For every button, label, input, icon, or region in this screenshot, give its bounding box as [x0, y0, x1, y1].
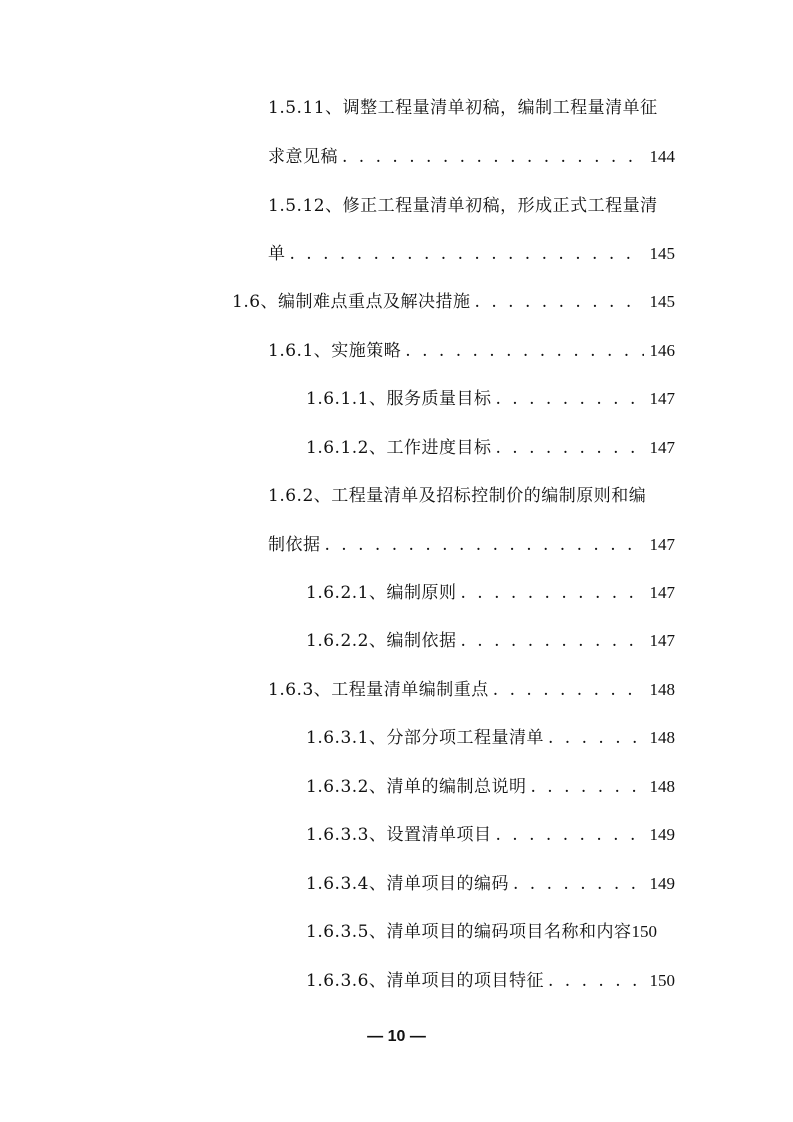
- toc-page-number: 147: [649, 438, 675, 457]
- toc-entry-1-6-3-3[interactable]: [306, 820, 675, 850]
- toc-page-number: 149: [649, 825, 675, 844]
- toc-entry-text: 1.5.12、修正工程量清单初稿，形成正式工程量清: [268, 196, 658, 216]
- toc-page-number: 148: [649, 777, 675, 796]
- toc-dot-leader: [513, 869, 644, 899]
- toc-page-number: 148: [649, 680, 675, 699]
- toc-entry-1-6-1[interactable]: [268, 336, 675, 366]
- toc-dot-leader: [325, 530, 644, 560]
- toc-entry-text: 1.5.11、调整工程量清单初稿，编制工程量清单征: [268, 98, 658, 118]
- toc-page-number: 147: [649, 389, 675, 408]
- toc-entry-text: 单: [268, 244, 286, 264]
- toc-entry-text: 1.6.2.2、编制依据: [306, 631, 457, 651]
- toc-dot-leader: [530, 772, 643, 802]
- toc-dot-leader: [495, 820, 643, 850]
- toc-page-number: 150: [649, 971, 675, 990]
- toc-entry-text: 1.6.2.1、编制原则: [306, 583, 457, 603]
- toc-entry-text: 1.6.1.2、工作进度目标: [306, 438, 492, 458]
- toc-dot-leader: [460, 626, 643, 656]
- toc-entry-text: 1.6.2、工程量清单及招标控制价的编制原则和编: [268, 486, 647, 506]
- toc-entry-1-5-11-line2[interactable]: [268, 142, 675, 172]
- toc-page-number: 147: [649, 535, 675, 554]
- toc-entry-1-6-2-1[interactable]: [306, 578, 675, 608]
- toc-entry-text: 1.6.3.3、设置清单项目: [306, 825, 492, 845]
- toc-entry-1-6-3[interactable]: [268, 675, 675, 705]
- toc-entry-text: 1.6.3.6、清单项目的项目特征: [306, 971, 544, 991]
- page-number-footer: — 10 —: [367, 1028, 426, 1045]
- toc-dot-leader: [548, 966, 644, 996]
- toc-entry-1-6-1-2[interactable]: [306, 433, 675, 463]
- toc-page-number: 148: [649, 728, 675, 747]
- toc-dot-leader: [460, 578, 643, 608]
- toc-entry-text: 1.6.3.1、分部分项工程量清单: [306, 728, 544, 748]
- toc-entry-1-6-3-5[interactable]: [306, 917, 675, 947]
- toc-page-number: 150: [631, 922, 657, 941]
- toc-dot-leader: [493, 675, 644, 705]
- toc-page-number: 147: [649, 583, 675, 602]
- toc-entry-1-5-12-line1[interactable]: [268, 191, 675, 221]
- toc-dot-leader: [475, 287, 644, 317]
- toc-entry-1-6-3-2[interactable]: [306, 772, 675, 802]
- toc-entry-1-6[interactable]: [232, 287, 675, 317]
- toc-page-number: 145: [649, 292, 675, 311]
- toc-entry-1-6-3-6[interactable]: [306, 966, 675, 996]
- toc-entry-1-6-3-4[interactable]: [306, 869, 675, 899]
- toc-dot-leader: [495, 384, 643, 414]
- toc-entry-text: 1.6.3.4、清单项目的编码: [306, 874, 509, 894]
- toc-entry-1-6-2-line2[interactable]: [268, 530, 675, 560]
- toc-entry-text: 求意见稿: [268, 147, 338, 167]
- toc-dot-leader: [495, 433, 643, 463]
- toc-entry-1-6-2-2[interactable]: [306, 626, 675, 656]
- toc-page-number: 144: [649, 147, 675, 166]
- toc-entry-1-6-3-1[interactable]: [306, 723, 675, 753]
- toc-entry-1-5-12-line2[interactable]: [268, 239, 675, 269]
- toc-entry-1-6-2-line1[interactable]: [268, 481, 675, 511]
- toc-entry-text: 1.6.3.5、清单项目的编码项目名称和内容: [306, 922, 632, 942]
- toc-page-number: 147: [649, 631, 675, 650]
- toc-entry-text: 1.6.3.2、清单的编制总说明: [306, 777, 527, 797]
- toc-page-number: 149: [649, 874, 675, 893]
- toc-entry-text: 1.6.1、实施策略: [268, 341, 402, 361]
- toc-entry-text: 制依据: [268, 535, 321, 555]
- toc-dot-leader: [342, 142, 644, 172]
- toc-entry-1-6-1-1[interactable]: [306, 384, 675, 414]
- toc-entry-text: 1.6.3、工程量清单编制重点: [268, 680, 489, 700]
- toc-entry-text: 1.6.1.1、服务质量目标: [306, 389, 492, 409]
- toc-page-number: 146: [649, 341, 675, 360]
- toc-dot-leader: [548, 723, 644, 753]
- toc-entry-1-5-11-line1[interactable]: [268, 93, 675, 123]
- toc-entry-text: 1.6、编制难点重点及解决措施: [232, 292, 471, 312]
- toc-page-number: 145: [649, 244, 675, 263]
- toc-dot-leader: [290, 239, 644, 269]
- toc-dot-leader: [405, 336, 643, 366]
